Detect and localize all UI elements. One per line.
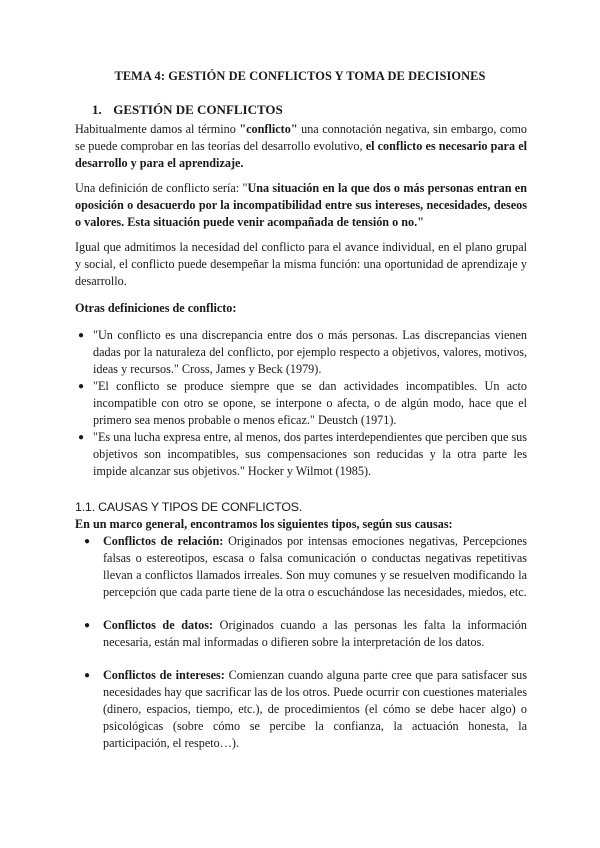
definition-lead: Una definición de conflicto sería: " (75, 181, 248, 195)
type-text: Originados por intensas emociones negativas, Percepciones falsas o estereotipos, escasa o falsa comunicación o conductas negativas repetitivas llevan a conflictos llamados irreales. Son muy comunes y se resuelven modificando la percepción que cada parte tiene de la otra o escuchándose las necesidades, miedos, etc. (103, 534, 527, 599)
bullet-icon: ● (78, 381, 85, 392)
type-label: Conflictos de datos: (103, 618, 214, 632)
definition-item-text: "Es una lucha expresa entre, al menos, dos partes interdependientes que perciben que sus objetivos son incompatibles, sus compensaciones son reducidas y la otra parte les impide alcanzar sus objetivos." Hocker y Wilmot (1985). (93, 430, 527, 478)
subsection-heading-causas: 1.1. CAUSAS Y TIPOS DE CONFLICTOS. (75, 500, 303, 514)
bullet-icon: ● (84, 620, 91, 631)
definition-paragraph (75, 180, 527, 231)
list-item (85, 667, 527, 752)
conflict-types-list (85, 533, 527, 752)
section-title: GESTIÓN DE CONFLICTOS (113, 102, 283, 117)
intro-text-1: Habitualmente damos al término (75, 122, 240, 136)
intro-emphasis: el conflicto es necesario para el desarrollo y para el aprendizaje. (75, 139, 527, 170)
other-definitions-heading: Otras definiciones de conflicto: (75, 301, 237, 315)
definition-quote: Una situación en la que dos o más personas entran en oposición o desacuerdo por la incompatibilidad entre sus intereses, necesidades, deseos o valores. Esta situación puede venir acompañada de tensión o no." (75, 181, 527, 229)
bullet-icon: ● (84, 536, 91, 547)
type-label: Conflictos de relación: (103, 534, 224, 548)
definition-item-text: "El conflicto se produce siempre que se dan actividades incompatibles. Un acto incompatible con otro se opone, se interpone o afecta, o de algún modo, hace que el primero sea menos probable o menos eficaz." Deustch (1971). (93, 379, 527, 427)
type-text: Originados cuando a las personas les falta la información necesaria, están mal informadas o difieren sobre la interpretación de los datos. (103, 618, 527, 649)
definitions-list (75, 327, 527, 480)
section-number: 1. (92, 102, 102, 117)
bullet-icon: ● (84, 670, 91, 681)
list-item (85, 533, 527, 601)
intro-text-2: una connotación negativa, sin embargo, como se puede comprobar en las teorías del desarrollo evolutivo, (75, 122, 527, 153)
intro-term: "conflicto" (239, 122, 298, 136)
list-item (85, 617, 527, 651)
page-title: TEMA 4: GESTIÓN DE CONFLICTOS Y TOMA DE DECISIONES (114, 69, 486, 83)
section-heading-gestion (92, 101, 283, 118)
intro-paragraph (75, 121, 527, 172)
bullet-icon: ● (78, 432, 85, 443)
bullet-icon: ● (78, 330, 85, 341)
definition-item-text: "Un conflicto es una discrepancia entre dos o más personas. Las discrepancias vienen dadas por la naturaleza del conflicto, por ejemplo respecto a objetivos, valores, motivos, ideas y recursos." Cross, James y Beck (1979). (93, 328, 527, 376)
list-item (75, 378, 527, 429)
subsection-intro: En un marco general, encontramos los siguientes tipos, según sus causas: (75, 517, 453, 531)
group-paragraph: Igual que admitimos la necesidad del conflicto para el avance individual, en el plano grupal y social, el conflicto puede desempeñar la misma función: una oportunidad de aprendizaje y desarrollo. (75, 240, 527, 288)
type-text: Comienzan cuando alguna parte cree que para satisfacer sus necesidades hay que sacrificar las de los otros. Puede ocurrir con cuestiones materiales (dinero, espacios, tiempo, etc.), de procedimientos (el cómo se debe hacer algo) o psicológicas (sobre cómo se percibe la confianza, la actuación honesta, la participación, el respeto…). (103, 668, 527, 750)
list-item (75, 327, 527, 378)
type-label: Conflictos de intereses: (103, 668, 225, 682)
list-item (75, 429, 527, 480)
